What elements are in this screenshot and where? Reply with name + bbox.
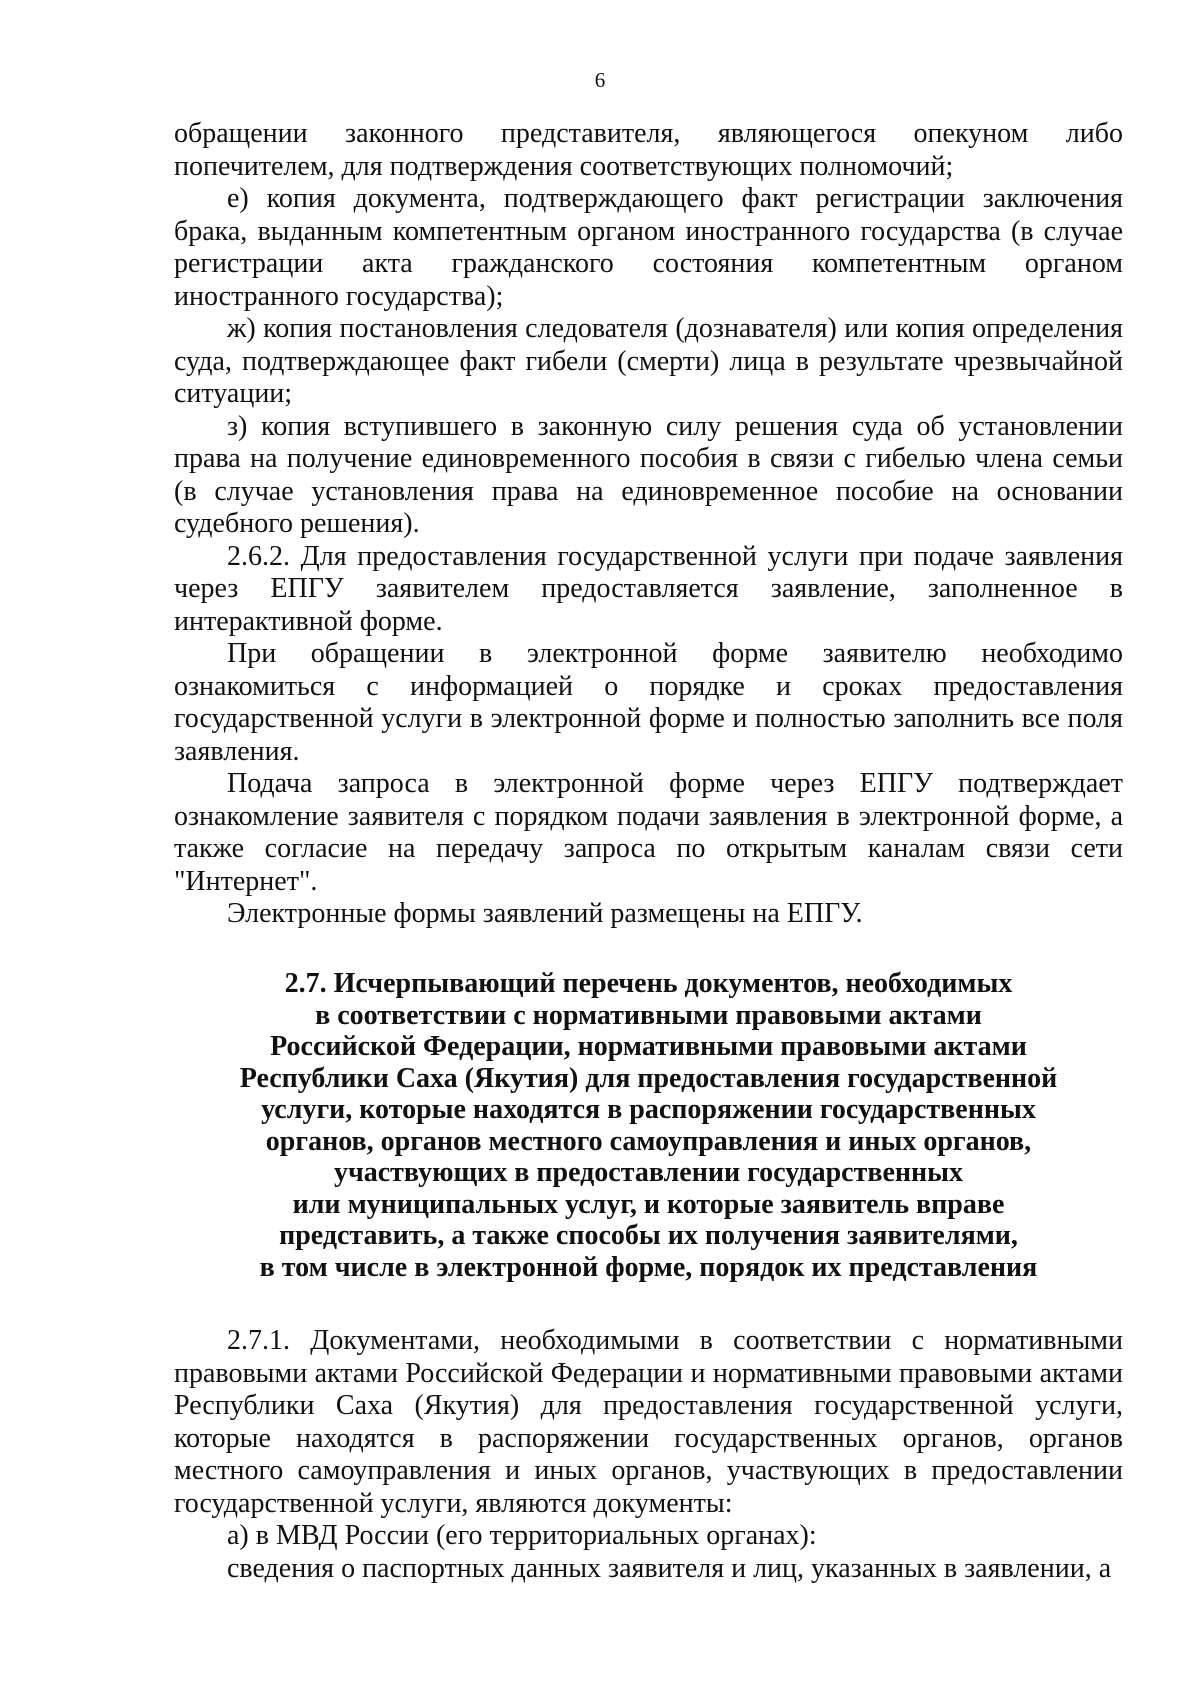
paragraph: 2.7.1. Документами, необходимыми в соответствии с нормативными правовыми актами Российской Федерации и нормативными правовыми актами Республики Саха (Якутия) для предоставления государственной услуги, которые находятся в распоряжении государственных органов, органов местного самоуправления и иных органов, участвующих в предоставлении государственной услуги, являются документы: [174,1325,1123,1519]
section-heading [174,968,1123,1283]
bottom-text-block [174,1325,1123,1585]
heading-line: 2.7. Исчерпывающий перечень документов, необходимых [284,968,1013,999]
paragraph: 2.6.2. Для предоставления государственной услуги при подаче заявления через ЕПГУ заявителем предоставляется заявление, заполненное в интерактивной форме. [174,540,1123,637]
paragraph: е) копия документа, подтверждающего факт регистрации заключения брака, выданным компетентным органом иностранного государства (в случае регистрации акта гражданского состояния компетентным органом иностранного государства); [174,183,1123,312]
paragraph: Электронные формы заявлений размещены на ЕПГУ. [227,898,863,929]
page-number: 6 [594,68,606,92]
heading-line: Республики Саха (Якутия) для предоставления государственной [239,1062,1058,1094]
heading-line: или муниципальных услуг, и которые заявитель вправе [292,1188,1005,1220]
heading-line: Российской Федерации, нормативными правовыми актами [270,1031,1027,1062]
heading-line: представить, а также способы их получения заявителями, [279,1220,1018,1251]
heading-line: услуги, которые находятся в распоряжении государственных [261,1094,1036,1125]
paragraph: сведения о паспортных данных заявителя и лиц, указанных в заявлении, а [227,1552,1112,1584]
heading-line: в соответствии с нормативными правовыми актами [315,999,982,1031]
heading-line: участвующих в предоставлении государственных [333,1157,964,1188]
paragraph: з) копия вступившего в законную силу решения суда об установлении права на получение единовременного пособия в связи с гибелью члена семьи (в случае установления права на единовременное пособие на основании судебного решения). [174,410,1123,539]
heading-line: органов, органов местного самоуправления и иных органов, [265,1125,1032,1157]
top-text-block [174,118,1123,931]
heading-line: в том числе в электронной форме, порядок их представления [259,1251,1038,1283]
paragraph: обращении законного представителя, являющегося опекуном либо попечителем, для подтверждения соответствующих полномочий; [174,118,1123,182]
paragraph: При обращении в электронной форме заявителю необходимо ознакомиться с информацией о порядке и сроках предоставления государственной услуги в электронной форме и полностью заполнить все поля заявления. [174,638,1123,767]
paragraph: Подача запроса в электронной форме через ЕПГУ подтверждает ознакомление заявителя с порядком подачи заявления в электронной форме, а также согласие на передачу запроса по открытым каналам связи сети "Интернет". [174,768,1123,897]
paragraph: а) в МВД России (его территориальных органах): [227,1520,817,1551]
paragraph: ж) копия постановления следователя (дознавателя) или копия определения суда, подтверждающее факт гибели (смерти) лица в результате чрезвычайной ситуации; [174,313,1123,409]
